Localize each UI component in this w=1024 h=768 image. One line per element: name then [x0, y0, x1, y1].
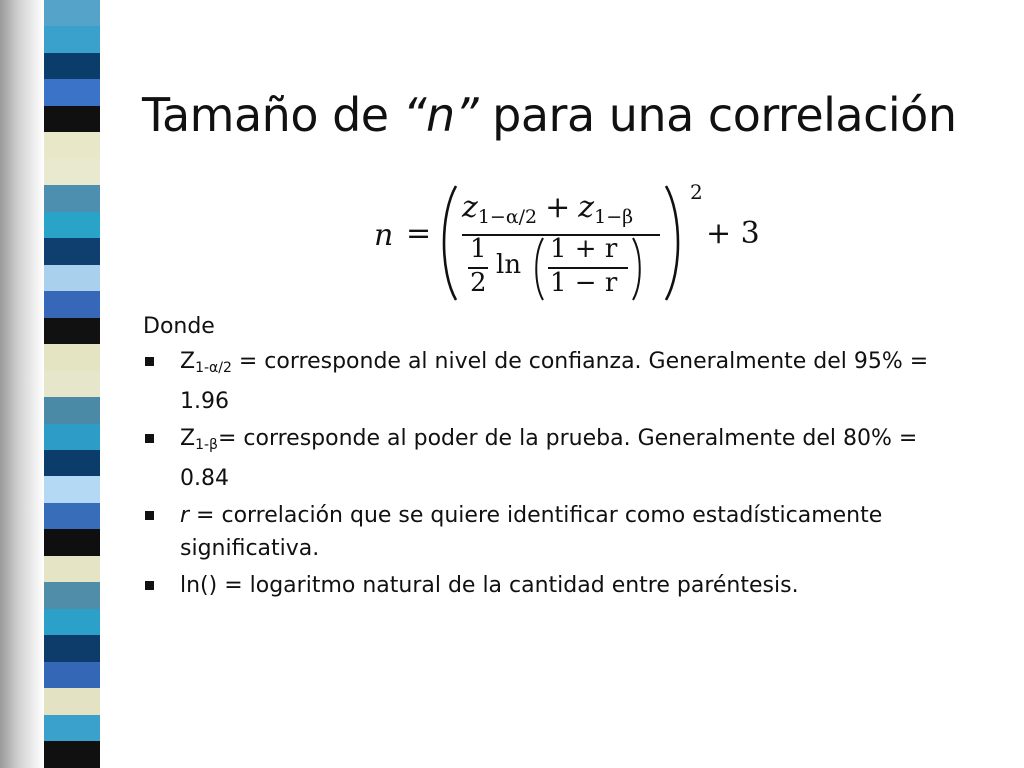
definitions-list — [143, 345, 963, 602]
color-stripe — [44, 688, 100, 714]
color-stripes — [44, 0, 100, 768]
color-stripe — [44, 79, 100, 105]
decorative-stripe-bar — [0, 0, 112, 768]
slide-body — [143, 310, 963, 606]
half-numerator: 1 — [470, 234, 487, 264]
list-item-confidence: $Z_{1-\alpha/2}$ = corresponde al nivel de confianza. Generalmente del 95% = 1.96 — [143, 345, 963, 418]
big-left-paren — [436, 184, 460, 302]
half-denominator: 2 — [470, 268, 487, 298]
title-n: “n” — [402, 88, 479, 142]
color-stripe — [44, 185, 100, 211]
color-stripe — [44, 291, 100, 317]
color-stripe — [44, 397, 100, 423]
color-stripe — [44, 106, 100, 132]
title-part-1: Tamaño de — [142, 88, 403, 142]
color-stripe — [44, 318, 100, 344]
color-stripe — [44, 609, 100, 635]
color-stripe — [44, 715, 100, 741]
color-stripe — [44, 212, 100, 238]
formula-numerator — [462, 190, 633, 228]
z-alpha-subscript: 1-α/2 — [195, 360, 232, 376]
square-bullet-icon — [145, 434, 154, 443]
small-left-paren — [532, 236, 546, 302]
square-bullet-icon — [145, 511, 154, 520]
square-bullet-icon — [145, 581, 154, 590]
color-stripe — [44, 662, 100, 688]
color-stripe — [44, 741, 100, 767]
z-subscript-2: 1−β — [594, 206, 634, 228]
color-stripe — [44, 265, 100, 291]
title-part-2: para una correlación — [478, 88, 957, 142]
color-stripe — [44, 635, 100, 661]
color-stripe — [44, 53, 100, 79]
color-stripe — [44, 26, 100, 52]
color-stripe — [44, 476, 100, 502]
color-stripe — [44, 238, 100, 264]
color-stripe — [44, 371, 100, 397]
z-subscript-1: 1−α/2 — [477, 206, 538, 228]
color-stripe — [44, 424, 100, 450]
color-stripe — [44, 582, 100, 608]
list-item-power: $Z_{1-\beta}=$ corresponde al poder de la prueba. Generalmente del 80% = 0.84 — [143, 422, 963, 495]
color-stripe — [44, 529, 100, 555]
color-stripe — [44, 132, 100, 158]
ratio-numerator: 1 + r — [550, 234, 618, 264]
color-stripe — [44, 344, 100, 370]
slide-title — [142, 88, 1002, 142]
small-right-paren — [630, 236, 644, 302]
z-beta-subscript: 1-β — [195, 437, 218, 453]
ratio-denominator: 1 − r — [550, 268, 618, 298]
sample-size-formula — [370, 180, 770, 305]
donde-label: Donde — [143, 314, 215, 339]
list-item-ln: ln() = logaritmo natural de la cantidad entre paréntesis. — [143, 569, 963, 602]
formula-plus-three: + 3 — [706, 216, 760, 251]
list-item-correlation: r = correlación que se quiere identificar como estadísticamente significativa. — [143, 499, 963, 565]
formula-lhs: n — [374, 218, 394, 253]
color-stripe — [44, 159, 100, 185]
color-stripe — [44, 450, 100, 476]
numerator-plus: + — [545, 190, 571, 225]
formula-exponent: 2 — [690, 180, 703, 204]
square-bullet-icon — [145, 357, 154, 366]
z-term-1: z — [462, 190, 478, 225]
z-term-2: z — [578, 190, 595, 225]
color-stripe — [44, 0, 100, 26]
color-stripe — [44, 503, 100, 529]
big-right-paren — [662, 184, 686, 302]
formula-equals: = — [406, 216, 432, 251]
ln-function: ln — [496, 250, 522, 280]
color-stripe — [44, 556, 100, 582]
